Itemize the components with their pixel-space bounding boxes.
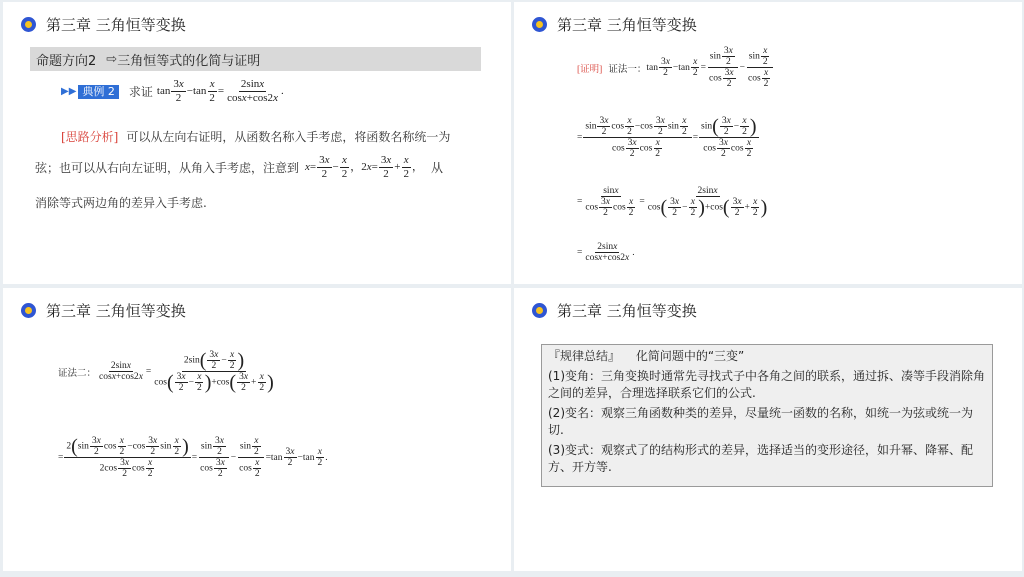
summary-item: (2)变名：观察三角函数种类的差异，尽量统一函数的名称，如统一为弦或统一为切. (548, 406, 974, 437)
chapter-title: 第三章 三角恒等变换 (557, 16, 697, 34)
double-arrow-icon: ▶▶ (61, 86, 77, 97)
summary-subtitle: 化简问题中的“三变” (635, 349, 745, 363)
bullet-dot-icon (21, 303, 36, 318)
analysis-text-2b: 从 (430, 161, 443, 175)
proof-line-4: = $\frac{2\sin x}{\cos x+\cos 2x}$ . (577, 242, 635, 263)
analysis-text-3: 消除等式两边角的差异入手考虑. (35, 196, 207, 210)
topic-bar (30, 47, 481, 71)
summary-heading (548, 348, 986, 365)
chapter-title: 第三章 三角恒等变换 (557, 302, 697, 320)
slide-panel-4 (514, 288, 1022, 571)
method2-label: 证法二： (58, 368, 97, 379)
summary-box (541, 344, 993, 487)
topic-title: 三角恒等式的化简与证明 (117, 53, 261, 69)
chapter-header (21, 300, 186, 321)
bullet-dot-icon (21, 17, 36, 32)
summary-item: (3)变式：观察式了的结构形式的差异，选择适当的变形途径，如升幂、降幂、配方、开方等. (548, 443, 974, 474)
summary-item: (1)变角：三角变换时通常先寻找式子中各角之间的联系，通过拆、凑等手段消除角之间的差异，合理选择联系它们的公式. (548, 369, 986, 400)
slide-panel-1 (3, 2, 511, 284)
arrow-right-icon: ⇨ (106, 51, 118, 67)
summary-title: 『规律总结』 (548, 349, 621, 363)
example-formula: tan $\frac{3x}{2}$ −tan $\frac{x}{2}$ = $\frac{2\sin x}{\cos x+\cos 2x}$ . (156, 78, 284, 104)
slide-panel-2 (514, 2, 1022, 284)
analysis-tag: [思路分析] (61, 130, 119, 144)
analysis-text-2a: 弦；也可以从右向左证明，从角入手考虑，注意到 (35, 161, 300, 175)
example-prompt: 求证 (128, 85, 153, 99)
analysis-line-1 (61, 128, 450, 145)
proof-line-3: = sinx cos $\frac{3x}{2}$ cos $\frac{x}{2}$ = 2sinx cos( $\frac{3x}{2}$ − $\frac{x}{2}$ )+cos( $\frac{3x}{2}$ + $\frac{x}{2}$ ) (577, 186, 768, 219)
chapter-header (532, 14, 697, 35)
slide-panel-3 (3, 288, 511, 571)
topic-label: 命题方向2 (36, 53, 97, 69)
proof-line-1: [证明] 证法一： tan $\frac{3x}{2}$ −tan $\frac{x}{2}$ = sin $\frac{3x}{2}$ cos $\frac{3x}{2}$ − sin $\frac{x}{2}$ cos $\frac{x}{2}$ (577, 46, 774, 89)
proof-line-2: = sin $\frac{3x}{2}$ cos $\frac{x}{2}$ −cos $\frac{3x}{2}$ sin $\frac{x}{2}$ cos $\frac{3x}{2}$ cos $\frac{x}{2}$ = sin( $\frac{3x}{2}$ − $\frac{x}{2}$ ) cos $\frac{3x}{2}$ cos $\frac{x}{2}$ (577, 115, 757, 159)
proof2-line-2: = 2(sin $\frac{3x}{2}$ cos $\frac{x}{2}$ −cos $\frac{3x}{2}$ sin $\frac{x}{2}$ ) 2cos $\frac{3x}{2}$ cos $\frac{x}{2}$ = sin $\frac{3x}{2}$ cos $\frac{3x}{2}$ − sin $\frac{x}{2}$ cos $\frac{x}{2}$ =tan $\frac{3x}{2}$ −tan $\frac{x}{2}$ . (58, 435, 328, 479)
bullet-dot-icon (532, 303, 547, 318)
bullet-dot-icon (532, 17, 547, 32)
chapter-title: 第三章 三角恒等变换 (46, 302, 186, 320)
chapter-title: 第三章 三角恒等变换 (46, 16, 186, 34)
analysis-formula: x= $\frac{3x}{2}$ − $\frac{x}{2}$ ，2x= $\frac{3x}{2}$ + $\frac{x}{2}$ ， (305, 154, 423, 180)
method1-label: 证法一： (608, 64, 647, 75)
proof2-line-1: 证法二： $\frac{2\sin x}{\cos x+\cos 2x}$ = 2sin( $\frac{3x}{2}$ − $\frac{x}{2}$ ) cos( $\frac{3x}{2}$ − $\frac{x}{2}$ )+cos( $\frac{3x}{2}$ + $\frac{x}{2}$ ) (58, 349, 274, 394)
example-statement (61, 78, 284, 105)
example-tag: 典例 2 (78, 85, 119, 99)
proof-tag: [证明] (577, 64, 603, 75)
analysis-line-2 (35, 154, 443, 181)
chapter-header (21, 14, 186, 35)
analysis-line-3 (35, 194, 207, 211)
chapter-header (532, 300, 697, 321)
analysis-text-1: 可以从左向右证明，从函数名称入手考虑，将函数名称统一为 (126, 130, 451, 144)
